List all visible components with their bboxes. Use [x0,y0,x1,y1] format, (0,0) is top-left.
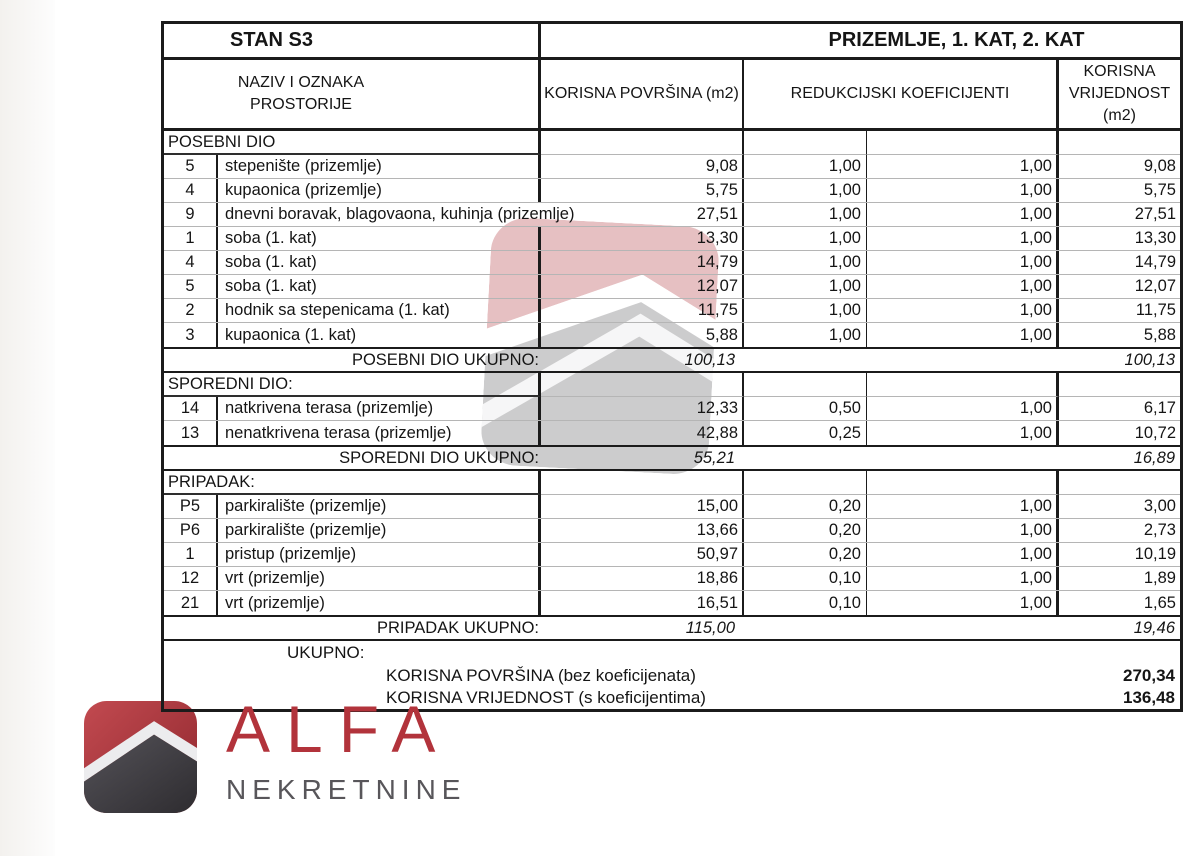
room-id: 4 [164,179,218,202]
coefficient-2-value: 1,00 [867,299,1059,322]
coefficient-1-value: 1,00 [744,155,867,178]
table-row [164,275,1180,299]
room-name: parkiralište (prizemlje) [218,519,541,542]
coefficient-2-value: 1,00 [867,421,1059,445]
column-header-coefficients [744,60,1059,128]
room-name: pristup (prizemlje) [218,543,541,566]
reduced-value: 1,89 [1143,569,1176,587]
table-row [164,397,1180,421]
table-row [164,203,1180,227]
section-header-row [164,131,1180,155]
section-total-row [164,615,1180,641]
coefficient-1-value: 0,20 [744,519,867,542]
room-name: vrt (prizemlje) [218,567,541,590]
column-header-coefficients-text: REDUKCIJSKI KOEFICIJENTI [790,85,1010,102]
section-total-spacer [744,447,1059,469]
section-empty-k1-cell [744,131,867,155]
table-row [164,227,1180,251]
area-value: 5,75 [541,179,744,202]
grand-total-label: UKUPNO: [287,642,365,662]
table-row [164,155,1180,179]
room-id: 9 [164,203,218,226]
section-label: POSEBNI DIO [164,131,541,155]
grand-total-value-value: 136,48 [1123,688,1175,707]
grand-total-header-row [164,641,1180,664]
coefficient-2-value: 1,00 [867,275,1059,298]
coefficient-1-value: 0,20 [744,543,867,566]
table-row [164,323,1180,347]
section-total-value: 16,89 [1133,448,1175,467]
room-id: 5 [164,275,218,298]
section-total-area: 115,00 [685,618,735,637]
reduced-value: 10,72 [1134,423,1176,442]
section-empty-value-cell [1059,131,1180,155]
reduced-value: 3,00 [1143,497,1176,515]
logo-brand-text: ALFA [226,692,452,766]
section-total-area: 100,13 [684,350,735,369]
coefficient-2-value: 1,00 [867,397,1059,420]
coefficient-2-value: 1,00 [867,179,1059,202]
floors-title: PRIZEMLJE, 1. KAT, 2. KAT [828,29,1085,51]
section-total-area: 55,21 [693,448,735,467]
room-id: 3 [164,323,218,347]
area-value: 9,08 [541,155,744,178]
column-header-name-line1: NAZIV I OZNAKA [237,74,365,91]
area-value: 5,88 [541,323,744,347]
section-empty-k2-cell [867,471,1059,495]
section-empty-k1-cell [744,373,867,397]
coefficient-1-value: 1,00 [744,323,867,347]
section-header-row [164,471,1180,495]
reduced-value: 6,17 [1143,399,1176,417]
column-header-area-text: KORISNA POVRŠINA (m2) [544,85,739,102]
coefficient-1-value: 0,20 [744,495,867,518]
coefficient-2-value: 1,00 [867,543,1059,566]
table-row [164,543,1180,567]
reduced-value: 27,51 [1134,205,1176,223]
room-name: soba (1. kat) [218,251,541,274]
section-empty-k1-cell [744,471,867,495]
logo-subtitle-text: NEKRETNINE [226,774,467,805]
table-row [164,251,1180,275]
column-header-name-line2: PROSTORIJE [250,96,352,113]
coefficient-2-value: 1,00 [867,155,1059,178]
coefficient-1-value: 1,00 [744,275,867,298]
section-empty-area-cell [541,373,744,397]
room-name: kupaonica (1. kat) [218,323,541,347]
coefficient-1-value: 0,50 [744,397,867,420]
section-total-label: SPOREDNI DIO UKUPNO: [339,448,539,467]
coefficient-2-value: 1,00 [867,203,1059,226]
coefficient-2-value: 1,00 [867,227,1059,250]
grand-total-value-label: KORISNA VRIJEDNOST (s koeficijentima) [386,688,706,707]
room-name: hodnik sa stepenicama (1. kat) [218,299,541,322]
area-value: 50,97 [541,543,744,566]
section-total-spacer [744,349,1059,371]
grand-total-area-value: 270,34 [1123,665,1175,685]
coefficient-1-value: 0,10 [744,591,867,615]
reduced-value: 5,75 [1143,181,1176,199]
coefficient-2-value: 1,00 [867,323,1059,347]
table-row [164,567,1180,591]
section-total-row [164,445,1180,471]
reduced-value: 14,79 [1134,253,1176,271]
coefficient-2-value: 1,00 [867,495,1059,518]
scan-edge-shading [0,0,55,856]
reduced-value: 2,73 [1143,521,1176,539]
reduced-value: 5,88 [1143,325,1176,344]
section-total-value: 100,13 [1124,350,1175,369]
room-id: 21 [164,591,218,615]
column-header-row [164,60,1180,131]
coefficient-1-value: 1,00 [744,227,867,250]
reduced-value: 9,08 [1143,157,1176,175]
alfa-logo-icon [84,701,197,813]
room-id: 13 [164,421,218,445]
apartment-area-table [161,21,1183,712]
grand-total-area-label: KORISNA POVRŠINA (bez koeficijenata) [386,665,696,685]
section-total-value: 19,46 [1133,618,1175,637]
coefficient-2-value: 1,00 [867,567,1059,590]
area-value: 27,51 [541,203,744,226]
area-value: 14,79 [541,251,744,274]
coefficient-1-value: 0,10 [744,567,867,590]
column-header-area [541,60,744,128]
table-row [164,421,1180,445]
grand-total-area-row [164,664,1180,687]
table-row [164,591,1180,615]
column-header-value-line3: (m2) [1103,107,1136,124]
table-row [164,179,1180,203]
section-header-row [164,373,1180,397]
area-value: 16,51 [541,591,744,615]
room-name: vrt (prizemlje) [218,591,541,615]
section-label: SPOREDNI DIO: [164,373,541,397]
area-value: 13,66 [541,519,744,542]
logo-wordmark [226,692,467,806]
coefficient-2-value: 1,00 [867,251,1059,274]
section-total-row [164,347,1180,373]
reduced-value: 12,07 [1134,277,1176,295]
room-name: parkiralište (prizemlje) [218,495,541,518]
room-id: 5 [164,155,218,178]
column-header-value-line2: VRIJEDNOST [1068,85,1171,102]
coefficient-2-value: 1,00 [867,591,1059,615]
column-header-value [1059,60,1180,128]
area-value: 15,00 [541,495,744,518]
room-id: 1 [164,227,218,250]
column-header-value-line1: KORISNA [1083,63,1156,80]
coefficient-1-value: 0,25 [744,421,867,445]
room-name: natkrivena terasa (prizemlje) [218,397,541,420]
area-value: 42,88 [541,421,744,445]
section-total-spacer [744,617,1059,639]
area-value: 12,07 [541,275,744,298]
room-id: 4 [164,251,218,274]
section-empty-value-cell [1059,373,1180,397]
apartment-id: STAN S3 [164,24,541,57]
room-name: kupaonica (prizemlje) [218,179,541,202]
section-total-label: POSEBNI DIO UKUPNO: [351,350,539,369]
room-id: 12 [164,567,218,590]
area-value: 13,30 [541,227,744,250]
area-value: 11,75 [541,299,744,322]
coefficient-1-value: 1,00 [744,251,867,274]
coefficient-1-value: 1,00 [744,299,867,322]
reduced-value: 11,75 [1135,301,1176,319]
reduced-value: 13,30 [1134,229,1176,247]
reduced-value: 1,65 [1143,593,1176,612]
column-header-name [164,60,541,128]
coefficient-1-value: 1,00 [744,203,867,226]
section-empty-k2-cell [867,373,1059,397]
area-value: 12,33 [541,397,744,420]
room-name: nenatkrivena terasa (prizemlje) [218,421,541,445]
room-id: P6 [164,519,218,542]
room-id: 2 [164,299,218,322]
table-body [164,131,1180,641]
room-name: soba (1. kat) [218,227,541,250]
coefficient-2-value: 1,00 [867,519,1059,542]
section-empty-area-cell [541,131,744,155]
section-label: PRIPADAK: [164,471,541,495]
table-row [164,299,1180,323]
coefficient-1-value: 1,00 [744,179,867,202]
room-id: P5 [164,495,218,518]
title-row [164,24,1180,60]
room-id: 14 [164,397,218,420]
room-id: 1 [164,543,218,566]
room-name: soba (1. kat) [218,275,541,298]
reduced-value: 10,19 [1134,545,1176,563]
table-row [164,495,1180,519]
area-value: 18,86 [541,567,744,590]
table-row [164,519,1180,543]
room-name: dnevni boravak, blagovaona, kuhinja (prizemlje) [225,205,575,223]
section-empty-k2-cell [867,131,1059,155]
section-empty-value-cell [1059,471,1180,495]
section-empty-area-cell [541,471,744,495]
room-name: stepenište (prizemlje) [218,155,541,178]
section-total-label: PRIPADAK UKUPNO: [377,618,539,637]
